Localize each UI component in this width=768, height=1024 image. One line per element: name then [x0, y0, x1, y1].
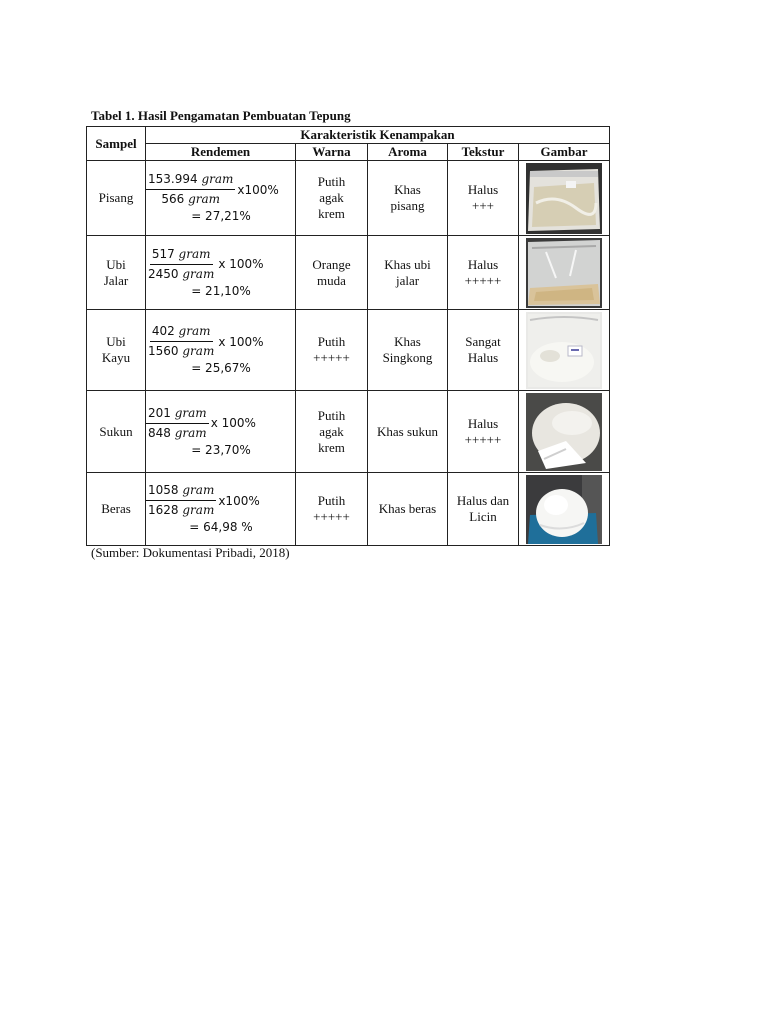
- rendemen-result: = 21,10%: [191, 283, 251, 298]
- denominator-value: 566: [161, 192, 185, 206]
- aroma-value: Khas Singkong: [368, 310, 448, 391]
- denominator-value: 848: [148, 425, 171, 440]
- warna-value: Putih agak krem: [296, 161, 368, 236]
- multiplier: x100%: [218, 493, 260, 508]
- rendemen-result: = 23,70%: [191, 442, 251, 457]
- aroma-value: Khas beras: [368, 473, 448, 546]
- table-row: [87, 236, 610, 310]
- numerator-value: 201: [148, 405, 171, 420]
- rendemen-formula: [146, 310, 296, 391]
- numerator-unit: gram: [178, 324, 211, 338]
- sample-name: Ubi Kayu: [87, 310, 146, 391]
- tekstur-value: Halus +++++: [448, 391, 519, 473]
- sukun-flour-photo: [526, 393, 602, 471]
- warna-value: Putih agak krem: [296, 391, 368, 473]
- gambar-cell: [519, 473, 610, 546]
- table-row: [87, 310, 610, 391]
- beras-flour-photo: [526, 475, 602, 544]
- gambar-cell: [519, 391, 610, 473]
- header-aroma: Aroma: [368, 144, 448, 161]
- header-rendemen: Rendemen: [146, 144, 296, 161]
- rendemen-result: = 27,21%: [191, 209, 251, 223]
- tekstur-value: Sangat Halus: [448, 310, 519, 391]
- multiplier: x 100%: [218, 334, 264, 349]
- gambar-cell: [519, 161, 610, 236]
- warna-value: Putih +++++: [296, 310, 368, 391]
- denominator-unit: gram: [182, 503, 215, 517]
- sample-name: Beras: [87, 473, 146, 546]
- ubi-kayu-flour-photo: [526, 312, 602, 389]
- table-row: [87, 473, 610, 546]
- rendemen-result: = 25,67%: [191, 361, 251, 375]
- gambar-cell: [519, 310, 610, 391]
- numerator-unit: gram: [201, 172, 234, 186]
- denominator-unit: gram: [182, 266, 215, 281]
- tekstur-value: Halus dan Licin: [448, 473, 519, 546]
- header-warna: Warna: [296, 144, 368, 161]
- tekstur-value: Halus +++++: [448, 236, 519, 310]
- denominator-unit: gram: [174, 425, 207, 440]
- tekstur-value: Halus +++: [448, 161, 519, 236]
- sample-name: Sukun: [87, 391, 146, 473]
- numerator-value: 1058: [148, 483, 179, 497]
- rendemen-formula: [146, 473, 296, 546]
- aroma-value: Khas pisang: [368, 161, 448, 236]
- rendemen-result: = 64,98 %: [189, 520, 253, 534]
- sample-name: Pisang: [87, 161, 146, 236]
- aroma-value: Khas sukun: [368, 391, 448, 473]
- multiplier: x 100%: [210, 416, 256, 430]
- header-sampel: Sampel: [87, 127, 146, 161]
- multiplier: x100%: [237, 182, 279, 197]
- aroma-value: Khas ubi jalar: [368, 236, 448, 310]
- denominator-value: 1560: [148, 344, 179, 358]
- numerator-unit: gram: [174, 405, 207, 420]
- table-row: [87, 161, 610, 236]
- numerator-value: 402: [151, 324, 175, 338]
- source-note: (Sumber: Dokumentasi Pribadi, 2018): [91, 545, 290, 560]
- warna-value: Orange muda: [296, 236, 368, 310]
- rendemen-formula: [146, 391, 296, 473]
- warna-value: Putih +++++: [296, 473, 368, 546]
- rendemen-formula: [146, 161, 296, 236]
- gambar-cell: [519, 236, 610, 310]
- denominator-unit: gram: [188, 192, 221, 206]
- numerator-unit: gram: [182, 483, 215, 497]
- rendemen-formula: [146, 236, 296, 310]
- numerator-unit: gram: [178, 246, 211, 261]
- denominator-value: 2450: [148, 266, 179, 281]
- multiplier: x 100%: [218, 257, 264, 271]
- header-karakteristik: Karakteristik Kenampakan: [146, 127, 610, 144]
- table-caption: Tabel 1. Hasil Pengamatan Pembuatan Tepung: [91, 108, 351, 123]
- header-tekstur: Tekstur: [448, 144, 519, 161]
- header-gambar: Gambar: [519, 144, 610, 161]
- numerator-value: 517: [151, 246, 175, 261]
- ubi-jalar-flour-photo: [526, 238, 602, 308]
- results-table: [86, 126, 610, 546]
- denominator-value: 1628: [148, 503, 179, 517]
- table-row: [87, 391, 610, 473]
- denominator-unit: gram: [182, 344, 215, 358]
- sample-name: Ubi Jalar: [87, 236, 146, 310]
- pisang-flour-photo: [526, 163, 602, 234]
- numerator-value: 153.994: [148, 172, 198, 186]
